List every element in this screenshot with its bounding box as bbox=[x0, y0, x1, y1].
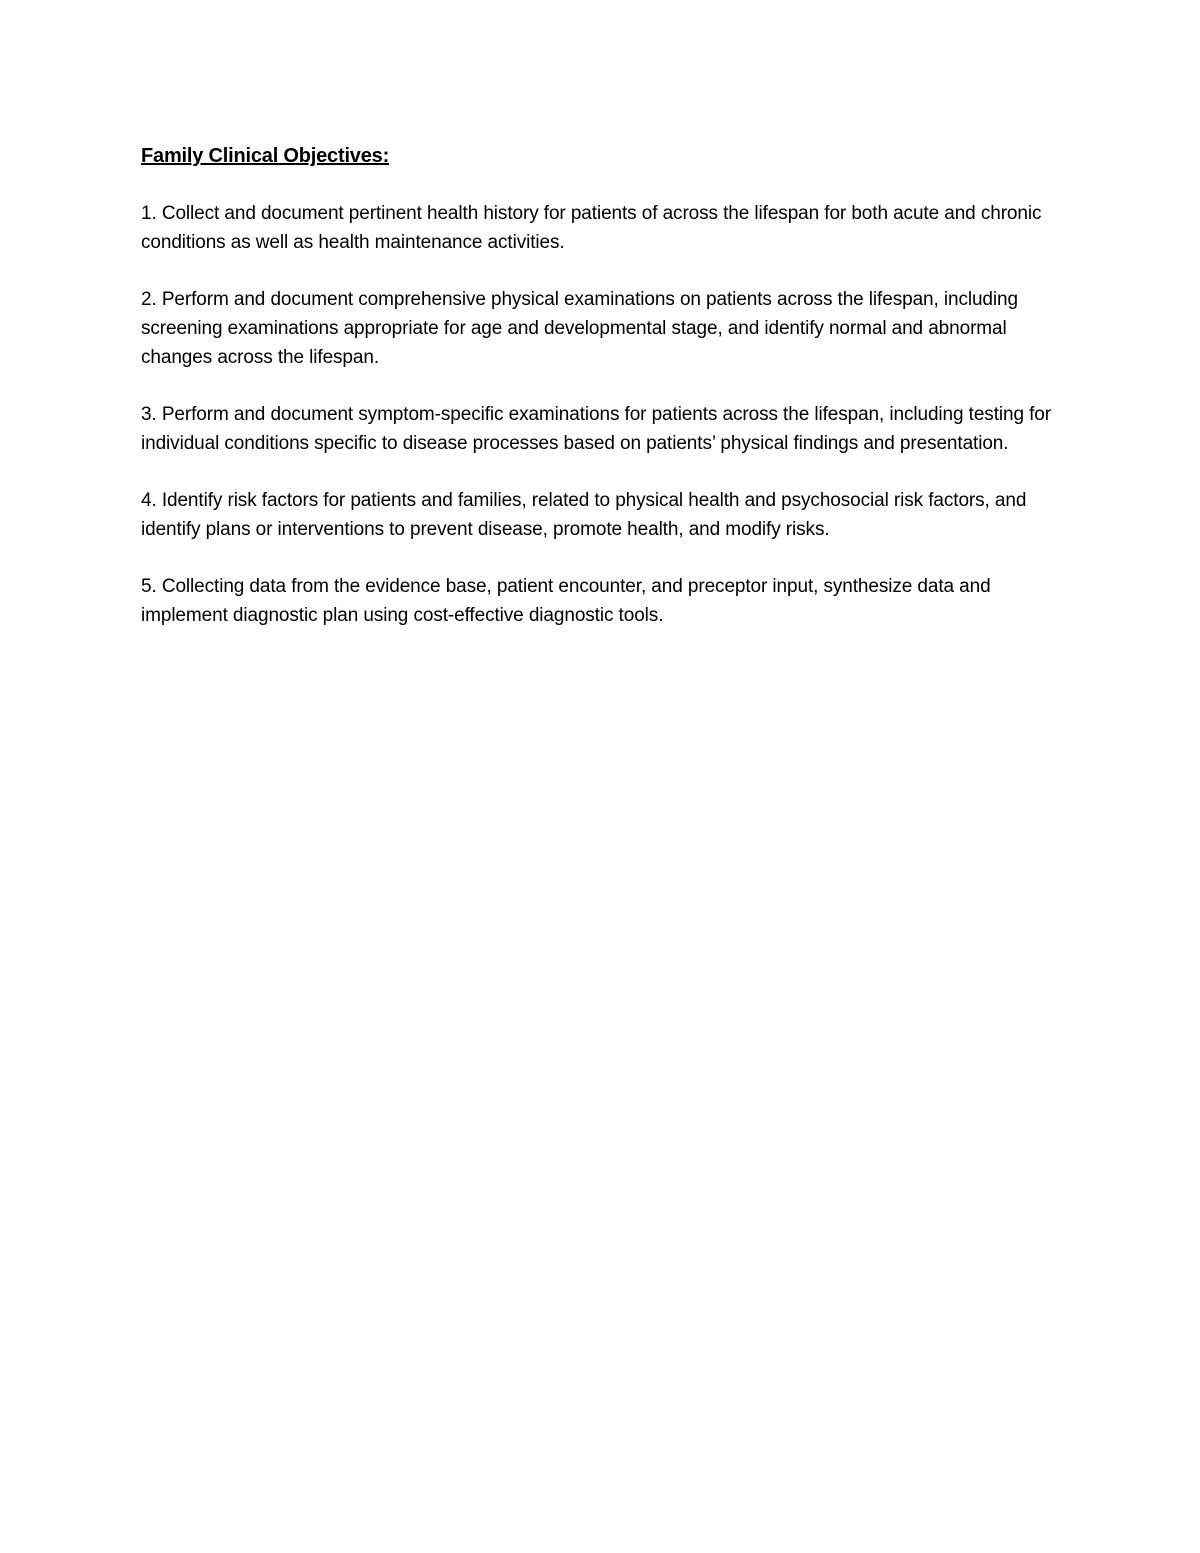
objective-item: 3. Perform and document symptom-specific examinations for patients across the lifespan, including testing for individual conditions specific to disease processes based on patients’ physical findings and presentation. bbox=[141, 404, 1051, 454]
objective-item: 1. Collect and document pertinent health history for patients of across the lifespan for both acute and chronic conditions as well as health maintenance activities. bbox=[141, 203, 1042, 253]
document-title: Family Clinical Objectives: bbox=[141, 145, 390, 167]
document-body bbox=[141, 142, 1071, 658]
objective-item: 2. Perform and document comprehensive physical examinations on patients across the lifespan, including screening examinations appropriate for age and developmental stage, and identify normal and abnormal changes across the lifespan. bbox=[141, 289, 1018, 368]
objective-item: 5. Collecting data from the evidence base, patient encounter, and preceptor input, synthesize data and implement diagnostic plan using cost-effective diagnostic tools. bbox=[141, 576, 991, 626]
objective-item: 4. Identify risk factors for patients and families, related to physical health and psychosocial risk factors, and identify plans or interventions to prevent disease, promote health, and modify risks. bbox=[141, 490, 1027, 540]
